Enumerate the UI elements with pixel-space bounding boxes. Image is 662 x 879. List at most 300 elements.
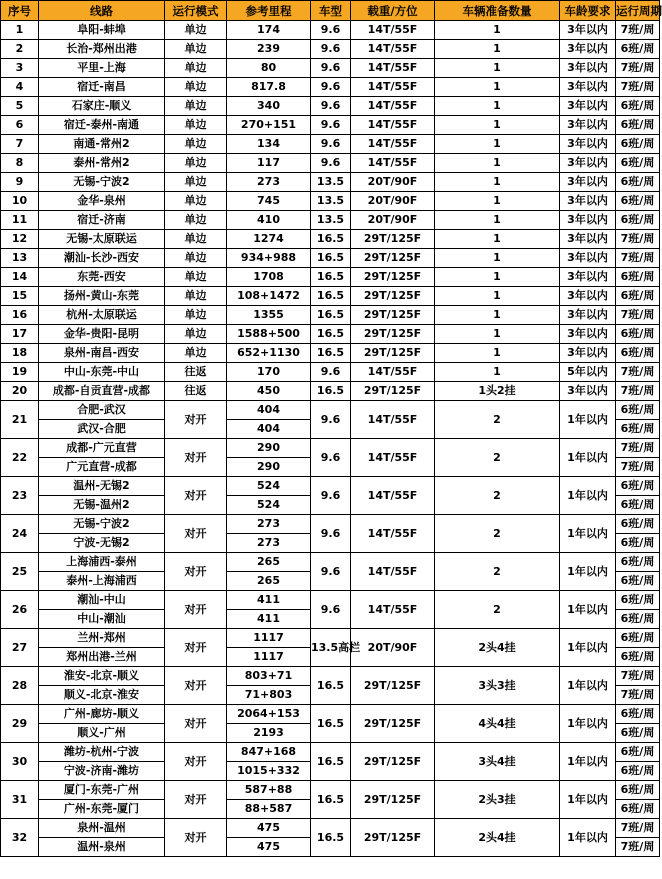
cell-vehicle: 16.5	[311, 344, 351, 363]
cell-no: 15	[1, 287, 39, 306]
cell-route: 宿迁-济南	[39, 211, 165, 230]
cell-mode: 单边	[165, 249, 227, 268]
cell-load: 29T/125F	[351, 230, 435, 249]
cell-count: 1	[435, 192, 560, 211]
cell-load: 14T/55F	[351, 439, 435, 477]
table-row	[1, 325, 660, 344]
table-row	[1, 306, 660, 325]
cell-cycle: 6班/周	[616, 192, 660, 211]
cell-route: 上海浦西-泰州	[39, 553, 165, 572]
cell-vehicle: 9.6	[311, 439, 351, 477]
cell-mode: 对开	[165, 819, 227, 857]
cell-count: 1	[435, 40, 560, 59]
cell-distance: 745	[227, 192, 311, 211]
cell-distance: 2193	[227, 724, 311, 743]
cell-vehicle: 9.6	[311, 553, 351, 591]
cell-age: 1年以内	[560, 743, 616, 781]
cell-load: 14T/55F	[351, 97, 435, 116]
cell-route: 杭州-太原联运	[39, 306, 165, 325]
cell-route: 南通-常州2	[39, 135, 165, 154]
cell-count: 2	[435, 477, 560, 515]
cell-cycle: 7班/周	[616, 249, 660, 268]
cell-load: 29T/125F	[351, 667, 435, 705]
cell-mode: 对开	[165, 477, 227, 515]
cell-age: 3年以内	[560, 306, 616, 325]
cell-cycle: 6班/周	[616, 572, 660, 591]
table-row	[1, 21, 660, 40]
cell-no: 11	[1, 211, 39, 230]
cell-vehicle: 13.5	[311, 173, 351, 192]
cell-route: 金华-贵阳-昆明	[39, 325, 165, 344]
cell-load: 29T/125F	[351, 819, 435, 857]
cell-no: 5	[1, 97, 39, 116]
cell-count: 1	[435, 135, 560, 154]
cell-distance: 88+587	[227, 800, 311, 819]
cell-no: 6	[1, 116, 39, 135]
cell-route: 中山-潮汕	[39, 610, 165, 629]
cell-distance: 934+988	[227, 249, 311, 268]
cell-cycle: 6班/周	[616, 135, 660, 154]
col-header-route: 线路	[39, 1, 165, 21]
cell-cycle: 6班/周	[616, 325, 660, 344]
cell-count: 1	[435, 344, 560, 363]
cell-age: 3年以内	[560, 192, 616, 211]
col-header-distance: 参考里程	[227, 1, 311, 21]
cell-no: 9	[1, 173, 39, 192]
cell-mode: 对开	[165, 629, 227, 667]
cell-age: 3年以内	[560, 59, 616, 78]
table-row	[1, 116, 660, 135]
table-row	[1, 192, 660, 211]
cell-route: 阜阳-蚌埠	[39, 21, 165, 40]
cell-vehicle: 9.6	[311, 363, 351, 382]
cell-route: 温州-泉州	[39, 838, 165, 857]
cell-distance: 450	[227, 382, 311, 401]
cell-route: 无锡-宁波2	[39, 515, 165, 534]
cell-mode: 单边	[165, 306, 227, 325]
cell-age: 3年以内	[560, 325, 616, 344]
cell-cycle: 7班/周	[616, 21, 660, 40]
cell-count: 1	[435, 97, 560, 116]
cell-distance: 404	[227, 401, 311, 420]
cell-load: 20T/90F	[351, 629, 435, 667]
cell-no: 27	[1, 629, 39, 667]
cell-age: 3年以内	[560, 382, 616, 401]
cell-age: 1年以内	[560, 553, 616, 591]
cell-distance: 265	[227, 572, 311, 591]
cell-vehicle: 9.6	[311, 135, 351, 154]
cell-cycle: 6班/周	[616, 97, 660, 116]
cell-route: 泉州-南昌-西安	[39, 344, 165, 363]
cell-cycle: 6班/周	[616, 344, 660, 363]
cell-count: 2	[435, 515, 560, 553]
cell-route: 温州-无锡2	[39, 477, 165, 496]
cell-mode: 单边	[165, 59, 227, 78]
cell-no: 26	[1, 591, 39, 629]
cell-no: 29	[1, 705, 39, 743]
cell-vehicle: 16.5	[311, 382, 351, 401]
cell-no: 4	[1, 78, 39, 97]
cell-vehicle: 9.6	[311, 21, 351, 40]
cell-route: 广州-东莞-厦门	[39, 800, 165, 819]
cell-age: 3年以内	[560, 344, 616, 363]
cell-distance: 475	[227, 819, 311, 838]
cell-load: 14T/55F	[351, 477, 435, 515]
cell-route: 石家庄-顺义	[39, 97, 165, 116]
cell-mode: 单边	[165, 344, 227, 363]
cell-route: 宿迁-南昌	[39, 78, 165, 97]
cell-no: 12	[1, 230, 39, 249]
cell-mode: 往返	[165, 363, 227, 382]
cell-no: 7	[1, 135, 39, 154]
cell-vehicle: 16.5	[311, 287, 351, 306]
cell-count: 1	[435, 116, 560, 135]
cell-route: 潍坊-杭州-宁波	[39, 743, 165, 762]
cell-count: 1	[435, 249, 560, 268]
cell-age: 1年以内	[560, 781, 616, 819]
col-header-load: 载重/方位	[351, 1, 435, 21]
cell-vehicle: 9.6	[311, 59, 351, 78]
cell-distance: 270+151	[227, 116, 311, 135]
cell-route: 宿迁-泰州-南通	[39, 116, 165, 135]
cell-cycle: 6班/周	[616, 154, 660, 173]
cell-count: 3头4挂	[435, 743, 560, 781]
cell-mode: 单边	[165, 78, 227, 97]
cell-cycle: 6班/周	[616, 553, 660, 572]
cell-load: 14T/55F	[351, 154, 435, 173]
cell-load: 14T/55F	[351, 40, 435, 59]
cell-cycle: 6班/周	[616, 724, 660, 743]
cell-age: 3年以内	[560, 135, 616, 154]
cell-distance: 80	[227, 59, 311, 78]
cell-load: 20T/90F	[351, 192, 435, 211]
cell-cycle: 6班/周	[616, 173, 660, 192]
cell-distance: 239	[227, 40, 311, 59]
cell-load: 29T/125F	[351, 344, 435, 363]
cell-route: 无锡-太原联运	[39, 230, 165, 249]
cell-route: 潮汕-中山	[39, 591, 165, 610]
cell-cycle: 6班/周	[616, 800, 660, 819]
cell-age: 1年以内	[560, 477, 616, 515]
cell-route: 厦门-东莞-广州	[39, 781, 165, 800]
cell-vehicle: 9.6	[311, 116, 351, 135]
cell-vehicle: 16.5	[311, 781, 351, 819]
cell-count: 2	[435, 439, 560, 477]
cell-age: 1年以内	[560, 439, 616, 477]
cell-age: 5年以内	[560, 363, 616, 382]
cell-cycle: 6班/周	[616, 705, 660, 724]
table-row	[1, 211, 660, 230]
cell-count: 1	[435, 325, 560, 344]
cell-count: 1	[435, 268, 560, 287]
cell-cycle: 7班/周	[616, 382, 660, 401]
cell-route: 广元直营-成都	[39, 458, 165, 477]
cell-age: 1年以内	[560, 819, 616, 857]
cell-distance: 170	[227, 363, 311, 382]
cell-distance: 587+88	[227, 781, 311, 800]
cell-mode: 对开	[165, 553, 227, 591]
col-header-age: 车龄要求	[560, 1, 616, 21]
cell-mode: 对开	[165, 781, 227, 819]
table-row	[1, 363, 660, 382]
cell-distance: 1355	[227, 306, 311, 325]
cell-distance: 524	[227, 477, 311, 496]
cell-cycle: 6班/周	[616, 420, 660, 439]
cell-distance: 1588+500	[227, 325, 311, 344]
cell-route: 兰州-郑州	[39, 629, 165, 648]
cell-mode: 对开	[165, 743, 227, 781]
cell-cycle: 7班/周	[616, 458, 660, 477]
cell-vehicle: 16.5	[311, 230, 351, 249]
cell-cycle: 6班/周	[616, 648, 660, 667]
cell-vehicle: 16.5	[311, 743, 351, 781]
table-row	[1, 667, 660, 686]
cell-cycle: 6班/周	[616, 610, 660, 629]
cell-age: 1年以内	[560, 629, 616, 667]
cell-mode: 往返	[165, 382, 227, 401]
cell-age: 3年以内	[560, 154, 616, 173]
cell-age: 1年以内	[560, 591, 616, 629]
table-row	[1, 59, 660, 78]
table-row	[1, 781, 660, 800]
table-row	[1, 553, 660, 572]
cell-no: 2	[1, 40, 39, 59]
cell-count: 1	[435, 21, 560, 40]
cell-route: 平里-上海	[39, 59, 165, 78]
cell-vehicle: 16.5	[311, 249, 351, 268]
cell-count: 1	[435, 363, 560, 382]
cell-cycle: 7班/周	[616, 838, 660, 857]
cell-load: 14T/55F	[351, 59, 435, 78]
cell-load: 20T/90F	[351, 173, 435, 192]
cell-route: 泰州-上海浦西	[39, 572, 165, 591]
cell-route: 东莞-西安	[39, 268, 165, 287]
cell-mode: 单边	[165, 287, 227, 306]
cell-route: 合肥-武汉	[39, 401, 165, 420]
cell-age: 1年以内	[560, 667, 616, 705]
cell-route: 顺义-北京-淮安	[39, 686, 165, 705]
cell-vehicle: 9.6	[311, 78, 351, 97]
table-row	[1, 591, 660, 610]
cell-age: 3年以内	[560, 173, 616, 192]
cell-vehicle: 9.6	[311, 591, 351, 629]
cell-load: 14T/55F	[351, 363, 435, 382]
cell-cycle: 7班/周	[616, 78, 660, 97]
cell-no: 13	[1, 249, 39, 268]
cell-age: 3年以内	[560, 78, 616, 97]
cell-cycle: 6班/周	[616, 496, 660, 515]
cell-distance: 817.8	[227, 78, 311, 97]
cell-cycle: 7班/周	[616, 230, 660, 249]
table-row	[1, 230, 660, 249]
col-header-vehicle: 车型	[311, 1, 351, 21]
cell-load: 29T/125F	[351, 705, 435, 743]
cell-count: 1头2挂	[435, 382, 560, 401]
cell-no: 18	[1, 344, 39, 363]
cell-vehicle: 9.6	[311, 40, 351, 59]
cell-route: 成都-自贡直营-成都	[39, 382, 165, 401]
cell-count: 1	[435, 211, 560, 230]
cell-distance: 340	[227, 97, 311, 116]
cell-distance: 1274	[227, 230, 311, 249]
cell-distance: 411	[227, 610, 311, 629]
cell-vehicle: 16.5	[311, 819, 351, 857]
cell-vehicle: 9.6	[311, 477, 351, 515]
cell-no: 25	[1, 553, 39, 591]
table-row	[1, 268, 660, 287]
table-row	[1, 135, 660, 154]
cell-cycle: 6班/周	[616, 781, 660, 800]
table-row	[1, 287, 660, 306]
cell-count: 1	[435, 230, 560, 249]
cell-distance: 652+1130	[227, 344, 311, 363]
cell-route: 泉州-温州	[39, 819, 165, 838]
cell-age: 3年以内	[560, 249, 616, 268]
cell-distance: 404	[227, 420, 311, 439]
cell-no: 19	[1, 363, 39, 382]
cell-distance: 71+803	[227, 686, 311, 705]
cell-mode: 对开	[165, 591, 227, 629]
table-row	[1, 40, 660, 59]
cell-age: 3年以内	[560, 97, 616, 116]
cell-vehicle: 16.5	[311, 667, 351, 705]
cell-load: 29T/125F	[351, 382, 435, 401]
cell-vehicle: 16.5	[311, 306, 351, 325]
cell-vehicle: 9.6	[311, 515, 351, 553]
cell-route: 顺义-广州	[39, 724, 165, 743]
cell-cycle: 7班/周	[616, 819, 660, 838]
cell-load: 14T/55F	[351, 401, 435, 439]
cell-load: 14T/55F	[351, 135, 435, 154]
cell-cycle: 6班/周	[616, 534, 660, 553]
cell-vehicle: 13.5高栏	[311, 629, 351, 667]
cell-cycle: 6班/周	[616, 762, 660, 781]
cell-mode: 单边	[165, 97, 227, 116]
table-row	[1, 705, 660, 724]
cell-cycle: 6班/周	[616, 591, 660, 610]
cell-no: 3	[1, 59, 39, 78]
table-row	[1, 173, 660, 192]
cell-load: 29T/125F	[351, 249, 435, 268]
cell-no: 8	[1, 154, 39, 173]
cell-count: 2头4挂	[435, 629, 560, 667]
cell-cycle: 6班/周	[616, 40, 660, 59]
cell-route: 中山-东莞-中山	[39, 363, 165, 382]
table-row	[1, 154, 660, 173]
table-row	[1, 78, 660, 97]
cell-distance: 847+168	[227, 743, 311, 762]
cell-no: 32	[1, 819, 39, 857]
cell-count: 1	[435, 306, 560, 325]
cell-no: 10	[1, 192, 39, 211]
table-row	[1, 743, 660, 762]
cell-count: 4头4挂	[435, 705, 560, 743]
cell-no: 17	[1, 325, 39, 344]
cell-age: 3年以内	[560, 287, 616, 306]
cell-age: 3年以内	[560, 21, 616, 40]
cell-load: 14T/55F	[351, 553, 435, 591]
cell-count: 1	[435, 154, 560, 173]
cell-cycle: 7班/周	[616, 686, 660, 705]
cell-mode: 对开	[165, 705, 227, 743]
cell-no: 24	[1, 515, 39, 553]
cell-age: 1年以内	[560, 401, 616, 439]
cell-load: 29T/125F	[351, 268, 435, 287]
cell-load: 14T/55F	[351, 515, 435, 553]
cell-route: 淮安-北京-顺义	[39, 667, 165, 686]
cell-distance: 290	[227, 439, 311, 458]
table-row	[1, 477, 660, 496]
col-header-count: 车辆准备数量	[435, 1, 560, 21]
cell-no: 1	[1, 21, 39, 40]
cell-count: 1	[435, 78, 560, 97]
cell-route: 泰州-常州2	[39, 154, 165, 173]
cell-distance: 273	[227, 534, 311, 553]
cell-cycle: 7班/周	[616, 59, 660, 78]
cell-no: 21	[1, 401, 39, 439]
cell-age: 1年以内	[560, 705, 616, 743]
cell-mode: 对开	[165, 401, 227, 439]
table-row	[1, 439, 660, 458]
cell-distance: 108+1472	[227, 287, 311, 306]
cell-age: 1年以内	[560, 515, 616, 553]
cell-vehicle: 9.6	[311, 154, 351, 173]
cell-no: 20	[1, 382, 39, 401]
table-row	[1, 515, 660, 534]
cell-load: 29T/125F	[351, 306, 435, 325]
cell-distance: 273	[227, 515, 311, 534]
table-row	[1, 249, 660, 268]
table-row	[1, 344, 660, 363]
col-header-mode: 运行模式	[165, 1, 227, 21]
cell-vehicle: 9.6	[311, 97, 351, 116]
cell-age: 3年以内	[560, 116, 616, 135]
cell-no: 22	[1, 439, 39, 477]
header-row	[1, 1, 660, 21]
cell-count: 2	[435, 591, 560, 629]
cell-route: 广州-廊坊-顺义	[39, 705, 165, 724]
cell-load: 29T/125F	[351, 325, 435, 344]
cell-route: 成都-广元直营	[39, 439, 165, 458]
cell-no: 14	[1, 268, 39, 287]
cell-count: 2	[435, 401, 560, 439]
cell-vehicle: 16.5	[311, 268, 351, 287]
cell-mode: 单边	[165, 173, 227, 192]
cell-no: 23	[1, 477, 39, 515]
cell-route: 宁波-无锡2	[39, 534, 165, 553]
cell-vehicle: 9.6	[311, 401, 351, 439]
cell-mode: 对开	[165, 667, 227, 705]
cell-cycle: 6班/周	[616, 268, 660, 287]
cell-distance: 2064+153	[227, 705, 311, 724]
cell-mode: 单边	[165, 325, 227, 344]
cell-distance: 1117	[227, 629, 311, 648]
cell-distance: 117	[227, 154, 311, 173]
cell-count: 3头3挂	[435, 667, 560, 705]
cell-count: 1	[435, 287, 560, 306]
cell-mode: 单边	[165, 230, 227, 249]
cell-route: 武汉-合肥	[39, 420, 165, 439]
cell-load: 29T/125F	[351, 287, 435, 306]
cell-mode: 单边	[165, 192, 227, 211]
cell-count: 1	[435, 59, 560, 78]
cell-cycle: 6班/周	[616, 211, 660, 230]
cell-route: 潮汕-长沙-西安	[39, 249, 165, 268]
cell-mode: 单边	[165, 116, 227, 135]
col-header-cycle: 运行周期	[616, 1, 660, 21]
table-row	[1, 97, 660, 116]
cell-count: 2头3挂	[435, 781, 560, 819]
